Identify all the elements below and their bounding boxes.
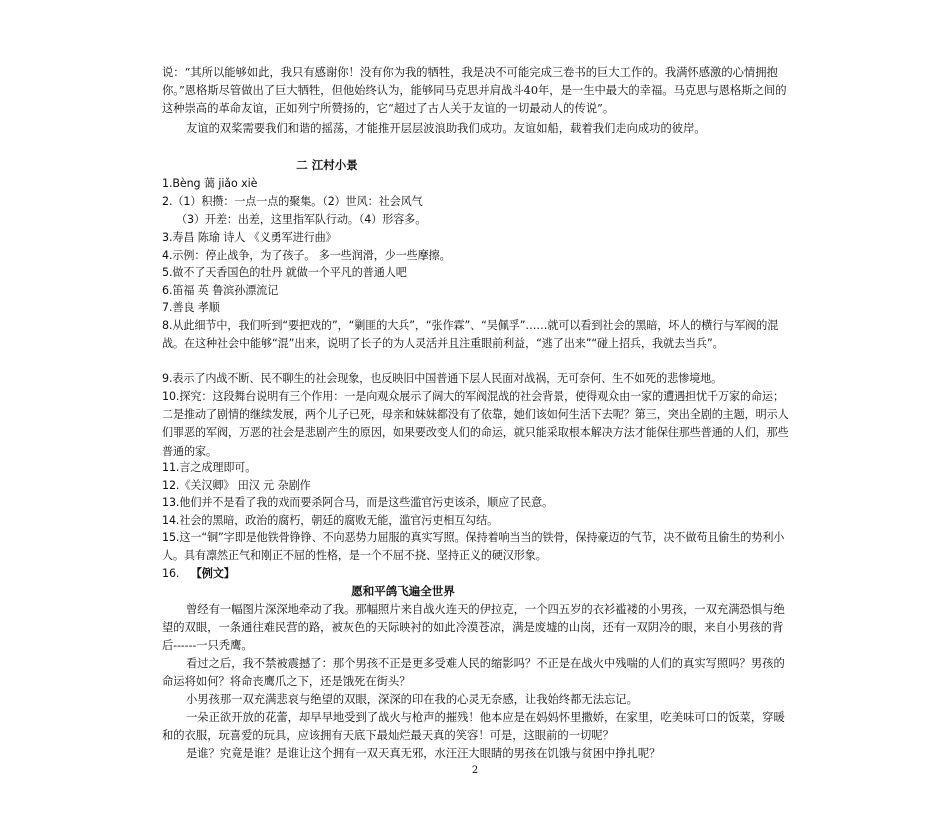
essay-paragraph-4: 一朵正欲开放的花蕾，却早早地受到了战火与枪声的摧残！他本应是在妈妈怀里撒娇，在家里，吃美味可口的饭菜，穿暖和的衣服，玩喜爱的玩具，应该拥有天底下最灿烂最天真的笑容！可是，这眼前的一切呢？ [162, 711, 785, 743]
item16-number: 16. [162, 567, 180, 580]
essay-paragraph-3: 小男孩那一双充满悲哀与绝望的双眼，深深的印在我的心灵无奈感，让我始终都无法忘记。 [186, 693, 638, 706]
answer-item-4: 4.示例：停止战争，为了孩子。 多一些润滑，少一些摩擦。 [162, 249, 451, 262]
answer-item-14: 14.社会的黑暗，政治的腐朽，朝廷的腐败无能，滥官污吏相互勾结。 [162, 514, 499, 527]
essay-paragraph-1: 曾经有一幅图片深深地牵动了我。那幅照片来自战火连天的伊拉克，一个四五岁的衣衫褴褛的小男孩，一双充满恐惧与绝望的双眼，一条通往难民营的路，被灰色的天际映衬的如此冷漠苍凉，满是废墟的山岗，还有一双阴冷的眼，来自小男孩的背后------一只秃鹰。 [162, 603, 785, 653]
answer-item-2: 2.（1）积攒：一点一点的聚集。（2）世风：社会风气 [162, 195, 423, 208]
answer-item-8: 8.从此细节中，我们听到“要把戏的”，“剿匪的大兵”，“张作霖”、“吴佩孚”……就可以看到社会的黑暗，坏人的横行与军阀的混战。在这种社会中能够“混”出来，说明了长子的为人灵活并且注重眼前利益，“逃了出来”“碰上招兵，我就去当兵”。 [162, 319, 779, 351]
answer-item-1: 1.Bèng 蔼 jiǎo xiè [162, 177, 258, 190]
answer-item-13: 13.他们并不是看了我的戏而要杀阿合马，而是这些滥官污吏该杀，顺应了民意。 [162, 496, 554, 509]
answer-item-7: 7.善良 孝顺 [162, 301, 220, 314]
item16-label: 【例文】 [190, 567, 235, 580]
answer-item-11: 11.言之成理即可。 [162, 461, 257, 474]
essay-paragraph-5: 是谁？究竟是谁？是谁让这个拥有一双天真无邪，水汪汪大眼睛的男孩在饥饿与贫困中挣扎呢？ [186, 747, 661, 760]
answer-item-9: 9.表示了内战不断、民不聊生的社会现象，也反映旧中国普通下层人民面对战祸，无可奈何、生不如死的悲惨境地。 [162, 372, 723, 385]
answer-item-12: 12.《关汉卿》 田汉 元 杂剧作 [162, 479, 311, 492]
answer-item-3: 3.寿昌 陈瑜 诗人 《义勇军进行曲》 [162, 231, 337, 244]
essay-paragraph-2: 看过之后，我不禁被震撼了：那个男孩不正是更多受难人民的缩影吗？不正是在战火中残喘的人们的真实写照吗？男孩的命运将如何？将命丧鹰爪之下，还是饿死在街头？ [162, 657, 785, 689]
answer-item-2-cont: （3）开差：出差，这里指军队行动。（4）形容多。 [176, 213, 427, 226]
page-number: 2 [471, 765, 479, 776]
answer-item-15: 15.这一“铜”字即是他铁骨铮铮、不向恶势力屈服的真实写照。保持着响当当的铁骨，保持豪迈的气节，决不做苟且偷生的势利小人。具有凛然正气和刚正不屈的性格，是一个不屈不挠、坚持正义的硬汉形象。 [162, 531, 785, 563]
answer-item-16 [162, 565, 792, 583]
paragraph-friendship-conclusion: 友谊的双桨需要我们和谐的摇荡，才能推开层层波浪助我们成功。友谊如船，载着我们走向成功的彼岸。 [186, 122, 706, 135]
answer-item-10: 10.探究：这段舞台说明有三个作用：一是向观众展示了阔大的军阀混战的社会背景，使得观众由一家的遭遇担忧千万家的命运；二是推动了剧情的继续发展，两个儿子已死，母亲和妹妹都没有了依靠，她们该如何生活下去呢？第三，突出全剧的主题，明示人们罪恶的军阀，万恶的社会是悲剧产生的原因，如果要改变人们的命运，就只能采取根本解决方法才能保住那些普通的人们，那些普通的家。 [162, 390, 789, 458]
answer-item-5: 5.做不了天香国色的牡丹 就做一个平凡的普通人吧 [162, 266, 407, 279]
section-title: 二 江村小景 [296, 158, 358, 172]
answer-item-6: 6.笛福 英 鲁滨孙漂流记 [162, 284, 279, 297]
essay-title: 愿和平鸽飞遍全世界 [351, 584, 455, 598]
paragraph-friendship-quote: 说：“其所以能够如此，我只有感谢你！没有你为我的牺牲，我是决不可能完成三卷书的巨大工作的。我满怀感激的心情拥抱你。”恩格斯尽管做出了巨大牺牲，但他始终认为，能够同马克思并肩战斗40年，是一生中最大的幸福。马克思与恩格斯之间的这种崇高的革命友谊，正如列宁所赞扬的，它“超过了古人关于友谊的一切最动人的传说”。 [162, 66, 787, 116]
